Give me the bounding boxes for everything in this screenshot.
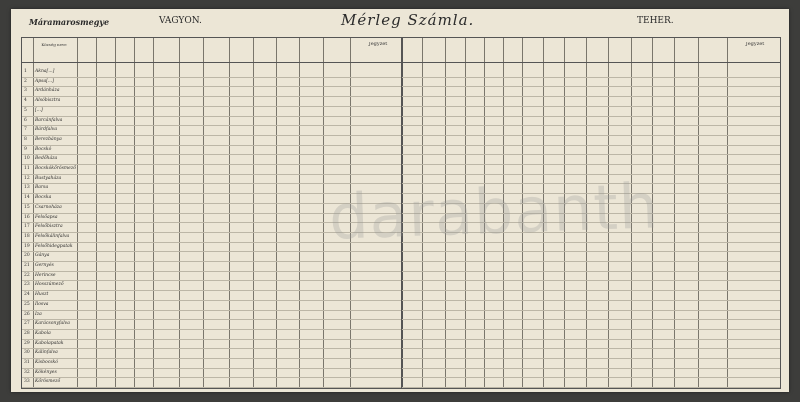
row-number: 26: [24, 311, 30, 317]
row-number: 28: [24, 330, 30, 336]
row-rule: [22, 154, 402, 155]
municipality-name: Bocskó: [35, 146, 52, 152]
row-rule: [22, 368, 402, 369]
row-number: 16: [24, 214, 30, 220]
row-rule: [22, 86, 402, 87]
row-rule: [402, 203, 780, 204]
municipality-name: Huszt: [35, 292, 49, 298]
municipality-name: Hosszúmező: [35, 282, 64, 288]
ledger-sheet: [11, 9, 789, 392]
municipality-name: Berezbánya: [35, 136, 62, 142]
row-rule: [402, 271, 780, 272]
row-rule: [22, 387, 402, 388]
row-number: 18: [24, 233, 30, 239]
municipality-name: Karácsonyfalva: [35, 321, 70, 327]
row-rule: [402, 329, 780, 330]
row-rule: [22, 377, 402, 378]
row-rule: [22, 358, 402, 359]
row-rule: [402, 106, 780, 107]
municipality-name: Kőrösmező: [35, 379, 61, 385]
row-rule: [402, 387, 780, 388]
row-rule: [402, 164, 780, 165]
right-notes-column-header: Jegyzet: [745, 42, 765, 47]
row-rule: [402, 145, 780, 146]
row-rule: [22, 242, 402, 243]
municipality-name: Apsa[...]: [35, 78, 54, 84]
row-number: 14: [24, 195, 30, 201]
header-rule: [402, 62, 780, 63]
header-rule: [22, 62, 402, 63]
row-number: 5: [24, 107, 27, 113]
row-rule: [22, 145, 402, 146]
row-number: 10: [24, 156, 30, 162]
municipality-name: Ardánháza: [35, 88, 60, 94]
municipality-name: Bocskókőrösmező: [35, 166, 76, 171]
document-title: Mérleg Számla.: [341, 11, 475, 29]
row-rule: [22, 183, 402, 184]
name-column-header: Község neve: [41, 42, 67, 47]
row-number: 25: [24, 301, 30, 307]
row-rule: [22, 251, 402, 252]
municipality-name: Akna[...]: [35, 69, 55, 74]
row-rule: [402, 77, 780, 78]
row-rule: [22, 222, 402, 223]
row-number: 9: [24, 146, 27, 152]
row-rule: [22, 290, 402, 291]
municipality-name: Bocska: [35, 195, 52, 201]
row-number: 24: [24, 292, 30, 298]
row-rule: [22, 193, 402, 194]
municipality-name: Kökényes: [35, 369, 57, 375]
municipality-name: Gánya: [35, 253, 50, 259]
row-rule: [402, 358, 780, 359]
row-rule: [402, 242, 780, 243]
row-rule: [402, 193, 780, 194]
row-rule: [22, 125, 402, 126]
watermark: darabanth: [327, 169, 661, 254]
row-number: 11: [24, 166, 30, 171]
municipality-name: Kabolapatak: [35, 340, 64, 346]
row-rule: [402, 319, 780, 320]
row-number: 23: [24, 282, 30, 288]
row-number: 22: [24, 272, 30, 278]
row-number: 13: [24, 185, 30, 191]
row-rule: [22, 135, 402, 136]
municipality-name: Felsőkálinfalva: [35, 233, 70, 239]
row-rule: [402, 377, 780, 378]
row-rule: [402, 290, 780, 291]
row-number: 32: [24, 369, 30, 375]
row-rule: [22, 339, 402, 340]
row-rule: [22, 300, 402, 301]
row-number: 27: [24, 321, 30, 327]
row-rule: [402, 183, 780, 184]
row-rule: [22, 319, 402, 320]
row-number: 6: [24, 117, 27, 123]
row-number: 2: [24, 78, 27, 84]
row-rule: [402, 348, 780, 349]
row-number: 3: [24, 88, 27, 94]
row-rule: [22, 271, 402, 272]
municipality-name: Bustyaháza: [35, 175, 62, 181]
row-rule: [22, 310, 402, 311]
municipality-name: Kálinfalva: [35, 350, 58, 356]
municipality-name: Felsőapsa: [35, 214, 58, 220]
municipality-name: [...]: [35, 107, 43, 113]
row-rule: [402, 125, 780, 126]
row-number: 33: [24, 379, 30, 385]
assets-table: [21, 37, 403, 389]
municipality-name: Gernyés: [35, 263, 54, 268]
row-rule: [402, 86, 780, 87]
municipality-name: Kisbocskó: [35, 360, 58, 365]
row-number: 12: [24, 175, 30, 181]
row-rule: [402, 280, 780, 281]
assets-heading: VAGYON.: [159, 16, 202, 26]
municipality-name: Barsa: [35, 185, 49, 191]
municipality-name: Bárdfalva: [35, 127, 58, 133]
municipality-name: Bedőháza: [35, 156, 58, 162]
row-rule: [22, 329, 402, 330]
row-number: 20: [24, 253, 30, 259]
row-number: 31: [24, 360, 30, 365]
liabilities-heading: TEHER.: [637, 16, 674, 26]
municipality-name: Alsóbisztra: [35, 98, 61, 104]
county-title: Máramarosmegye: [29, 17, 110, 27]
row-rule: [402, 310, 780, 311]
row-number: 15: [24, 204, 30, 210]
row-rule: [402, 368, 780, 369]
row-rule: [402, 174, 780, 175]
municipality-name: Felsőhidegpatak: [35, 243, 73, 249]
row-rule: [22, 348, 402, 349]
row-number: 1: [24, 69, 27, 74]
row-number: 7: [24, 127, 27, 133]
row-rule: [22, 77, 402, 78]
row-rule: [402, 154, 780, 155]
municipality-name: Csarnoháza: [35, 204, 62, 210]
municipality-name: Barcánfalva: [35, 117, 63, 123]
row-rule: [402, 261, 780, 262]
row-number: 4: [24, 98, 27, 104]
row-rule: [22, 106, 402, 107]
row-rule: [402, 232, 780, 233]
left-notes-column-header: Jegyzet: [368, 42, 388, 47]
row-rule: [22, 174, 402, 175]
row-number: 17: [24, 224, 30, 230]
liabilities-table: [401, 37, 781, 389]
row-rule: [22, 116, 402, 117]
row-rule: [22, 203, 402, 204]
row-rule: [402, 251, 780, 252]
row-rule: [402, 300, 780, 301]
row-rule: [22, 232, 402, 233]
row-rule: [22, 213, 402, 214]
row-rule: [402, 135, 780, 136]
municipality-name: Ilosva: [35, 301, 49, 307]
municipality-name: Kabola: [35, 330, 51, 336]
row-rule: [402, 116, 780, 117]
row-rule: [22, 96, 402, 97]
row-number: 21: [24, 263, 30, 268]
row-number: 29: [24, 340, 30, 346]
row-rule: [22, 280, 402, 281]
municipality-name: Iza: [35, 311, 42, 317]
row-rule: [402, 213, 780, 214]
municipality-name: Herincse: [35, 272, 56, 278]
row-rule: [402, 96, 780, 97]
row-rule: [22, 164, 402, 165]
municipality-name: Felsőbisztra: [35, 224, 63, 230]
row-rule: [402, 339, 780, 340]
row-rule: [22, 261, 402, 262]
row-number: 30: [24, 350, 30, 356]
row-number: 8: [24, 136, 27, 142]
row-rule: [402, 222, 780, 223]
row-number: 19: [24, 243, 30, 249]
